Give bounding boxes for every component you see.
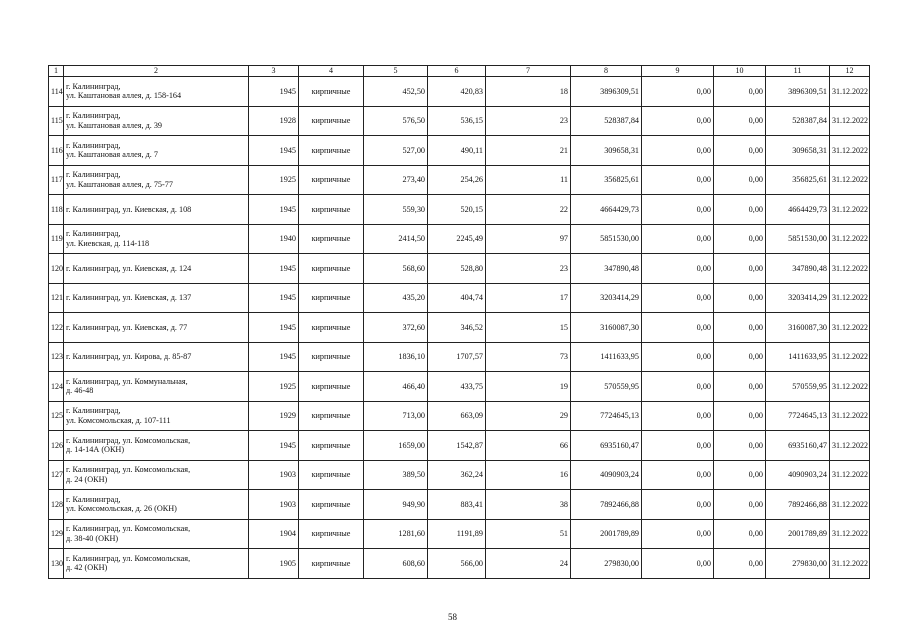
fund-cell-10: 0,00 [714, 165, 766, 195]
table-row [49, 490, 870, 520]
deadline-date-cell: 31.12.2022 [830, 431, 870, 461]
fund-cell-10: 0,00 [714, 106, 766, 136]
living-area-cell: 1707,57 [428, 342, 486, 372]
address-line-1: г. Калининград, [66, 140, 121, 150]
deadline-date-cell: 31.12.2022 [830, 254, 870, 284]
residents-count-cell: 15 [486, 313, 571, 343]
table-row [49, 254, 870, 284]
cost-cell: 3896309,51 [571, 77, 642, 107]
living-area-cell: 566,00 [428, 549, 486, 579]
year-built-cell: 1940 [249, 224, 299, 254]
living-area-cell: 346,52 [428, 313, 486, 343]
wall-material-cell: кирпичные [299, 195, 364, 225]
living-area-cell: 883,41 [428, 490, 486, 520]
cost-cell: 2001789,89 [571, 519, 642, 549]
total-area-cell: 559,30 [364, 195, 428, 225]
address-line-1: г. Калининград, [66, 406, 121, 416]
address-cell [64, 77, 249, 107]
residents-count-cell: 38 [486, 490, 571, 520]
row-number-cell: 125 [49, 401, 64, 431]
living-area-cell: 420,83 [428, 77, 486, 107]
year-built-cell: 1945 [249, 195, 299, 225]
row-number-cell: 118 [49, 195, 64, 225]
column-header: 12 [830, 66, 870, 77]
table-row [49, 372, 870, 402]
table-row [49, 519, 870, 549]
total-cost-cell: 7724645,13 [766, 401, 830, 431]
year-built-cell: 1929 [249, 401, 299, 431]
address-cell [64, 401, 249, 431]
living-area-cell: 2245,49 [428, 224, 486, 254]
fund-cell-9: 0,00 [642, 342, 714, 372]
address-line-2: ул. Каштановая аллея, д. 7 [66, 150, 158, 160]
total-area-cell: 435,20 [364, 283, 428, 313]
living-area-cell: 528,80 [428, 254, 486, 284]
address-line-2: д. 24 (ОКН) [66, 474, 108, 484]
address-cell [64, 519, 249, 549]
year-built-cell: 1925 [249, 165, 299, 195]
deadline-date-cell: 31.12.2022 [830, 283, 870, 313]
deadline-date-cell: 31.12.2022 [830, 313, 870, 343]
address-line-1: г. Калининград, ул. Кирова, д. 85-87 [66, 352, 192, 362]
cost-cell: 5851530,00 [571, 224, 642, 254]
total-area-cell: 372,60 [364, 313, 428, 343]
total-cost-cell: 356825,61 [766, 165, 830, 195]
wall-material-cell: кирпичные [299, 313, 364, 343]
row-number-cell: 129 [49, 519, 64, 549]
row-number-cell: 117 [49, 165, 64, 195]
cost-cell: 7892466,88 [571, 490, 642, 520]
row-number-cell: 121 [49, 283, 64, 313]
year-built-cell: 1945 [249, 431, 299, 461]
column-header: 5 [364, 66, 428, 77]
year-built-cell: 1945 [249, 254, 299, 284]
deadline-date-cell: 31.12.2022 [830, 77, 870, 107]
row-number-cell: 127 [49, 460, 64, 490]
housing-register-table [48, 65, 870, 579]
fund-cell-10: 0,00 [714, 431, 766, 461]
row-number-cell: 116 [49, 136, 64, 166]
fund-cell-10: 0,00 [714, 549, 766, 579]
address-cell [64, 254, 249, 284]
address-line-1: г. Калининград, ул. Киевская, д. 108 [66, 204, 192, 214]
table-row [49, 431, 870, 461]
living-area-cell: 520,15 [428, 195, 486, 225]
living-area-cell: 433,75 [428, 372, 486, 402]
table-row [49, 224, 870, 254]
wall-material-cell: кирпичные [299, 165, 364, 195]
wall-material-cell: кирпичные [299, 342, 364, 372]
cost-cell: 4090903,24 [571, 460, 642, 490]
cost-cell: 6935160,47 [571, 431, 642, 461]
row-number-cell: 130 [49, 549, 64, 579]
total-cost-cell: 3203414,29 [766, 283, 830, 313]
fund-cell-9: 0,00 [642, 224, 714, 254]
total-area-cell: 1659,00 [364, 431, 428, 461]
column-header: 4 [299, 66, 364, 77]
row-number-cell: 120 [49, 254, 64, 284]
fund-cell-10: 0,00 [714, 519, 766, 549]
fund-cell-10: 0,00 [714, 77, 766, 107]
column-header: 8 [571, 66, 642, 77]
address-line-2: д. 42 (ОКН) [66, 563, 108, 573]
deadline-date-cell: 31.12.2022 [830, 165, 870, 195]
page-number: 58 [448, 612, 457, 622]
column-header: 1 [49, 66, 64, 77]
deadline-date-cell: 31.12.2022 [830, 224, 870, 254]
row-number-cell: 119 [49, 224, 64, 254]
address-line-1: г. Калининград, [66, 111, 121, 121]
column-header: 11 [766, 66, 830, 77]
living-area-cell: 254,26 [428, 165, 486, 195]
living-area-cell: 1191,89 [428, 519, 486, 549]
wall-material-cell: кирпичные [299, 77, 364, 107]
column-header: 9 [642, 66, 714, 77]
deadline-date-cell: 31.12.2022 [830, 490, 870, 520]
address-line-1: г. Калининград, ул. Киевская, д. 77 [66, 322, 188, 332]
fund-cell-9: 0,00 [642, 372, 714, 402]
year-built-cell: 1904 [249, 519, 299, 549]
deadline-date-cell: 31.12.2022 [830, 549, 870, 579]
total-area-cell: 608,60 [364, 549, 428, 579]
total-area-cell: 389,50 [364, 460, 428, 490]
row-number-cell: 123 [49, 342, 64, 372]
wall-material-cell: кирпичные [299, 431, 364, 461]
table-row [49, 283, 870, 313]
address-cell [64, 195, 249, 225]
address-line-2: ул. Каштановая аллея, д. 75-77 [66, 179, 173, 189]
fund-cell-9: 0,00 [642, 313, 714, 343]
deadline-date-cell: 31.12.2022 [830, 136, 870, 166]
wall-material-cell: кирпичные [299, 460, 364, 490]
total-area-cell: 273,40 [364, 165, 428, 195]
fund-cell-10: 0,00 [714, 490, 766, 520]
wall-material-cell: кирпичные [299, 519, 364, 549]
total-area-cell: 452,50 [364, 77, 428, 107]
cost-cell: 4664429,73 [571, 195, 642, 225]
year-built-cell: 1945 [249, 283, 299, 313]
row-number-cell: 122 [49, 313, 64, 343]
wall-material-cell: кирпичные [299, 283, 364, 313]
address-line-1: г. Калининград, [66, 494, 121, 504]
table-row [49, 195, 870, 225]
deadline-date-cell: 31.12.2022 [830, 401, 870, 431]
total-area-cell: 2414,50 [364, 224, 428, 254]
wall-material-cell: кирпичные [299, 136, 364, 166]
row-number-cell: 124 [49, 372, 64, 402]
table-row [49, 106, 870, 136]
total-cost-cell: 3160087,30 [766, 313, 830, 343]
address-cell [64, 106, 249, 136]
deadline-date-cell: 31.12.2022 [830, 460, 870, 490]
fund-cell-9: 0,00 [642, 254, 714, 284]
total-cost-cell: 4664429,73 [766, 195, 830, 225]
wall-material-cell: кирпичные [299, 490, 364, 520]
total-cost-cell: 528387,84 [766, 106, 830, 136]
year-built-cell: 1925 [249, 372, 299, 402]
fund-cell-9: 0,00 [642, 401, 714, 431]
residents-count-cell: 97 [486, 224, 571, 254]
deadline-date-cell: 31.12.2022 [830, 195, 870, 225]
living-area-cell: 663,09 [428, 401, 486, 431]
address-line-1: г. Калининград, ул. Киевская, д. 124 [66, 263, 192, 273]
address-cell [64, 165, 249, 195]
residents-count-cell: 24 [486, 549, 571, 579]
cost-cell: 1411633,95 [571, 342, 642, 372]
fund-cell-10: 0,00 [714, 401, 766, 431]
table-row [49, 165, 870, 195]
table-row [49, 77, 870, 107]
total-area-cell: 1281,60 [364, 519, 428, 549]
address-line-1: г. Калининград, ул. Комсомольская, [66, 435, 191, 445]
column-header: 6 [428, 66, 486, 77]
fund-cell-10: 0,00 [714, 372, 766, 402]
wall-material-cell: кирпичные [299, 106, 364, 136]
cost-cell: 347890,48 [571, 254, 642, 284]
row-number-cell: 128 [49, 490, 64, 520]
address-line-2: д. 46-48 [66, 386, 94, 396]
residents-count-cell: 21 [486, 136, 571, 166]
address-cell [64, 283, 249, 313]
total-cost-cell: 1411633,95 [766, 342, 830, 372]
living-area-cell: 404,74 [428, 283, 486, 313]
column-header: 3 [249, 66, 299, 77]
residents-count-cell: 51 [486, 519, 571, 549]
address-cell [64, 224, 249, 254]
wall-material-cell: кирпичные [299, 401, 364, 431]
total-cost-cell: 309658,31 [766, 136, 830, 166]
address-cell [64, 342, 249, 372]
year-built-cell: 1905 [249, 549, 299, 579]
row-number-cell: 114 [49, 77, 64, 107]
fund-cell-9: 0,00 [642, 549, 714, 579]
total-cost-cell: 279830,00 [766, 549, 830, 579]
address-line-1: г. Калининград, ул. Коммунальная, [66, 376, 188, 386]
cost-cell: 279830,00 [571, 549, 642, 579]
year-built-cell: 1945 [249, 342, 299, 372]
address-line-1: г. Калининград, ул. Комсомольская, [66, 524, 191, 534]
fund-cell-9: 0,00 [642, 77, 714, 107]
residents-count-cell: 66 [486, 431, 571, 461]
table-row [49, 313, 870, 343]
year-built-cell: 1928 [249, 106, 299, 136]
address-cell [64, 372, 249, 402]
address-line-2: ул. Каштановая аллея, д. 158-164 [66, 91, 182, 101]
living-area-cell: 1542,87 [428, 431, 486, 461]
residents-count-cell: 73 [486, 342, 571, 372]
cost-cell: 3160087,30 [571, 313, 642, 343]
cost-cell: 356825,61 [571, 165, 642, 195]
residents-count-cell: 22 [486, 195, 571, 225]
table-row [49, 342, 870, 372]
cost-cell: 7724645,13 [571, 401, 642, 431]
total-area-cell: 1836,10 [364, 342, 428, 372]
year-built-cell: 1903 [249, 490, 299, 520]
fund-cell-9: 0,00 [642, 165, 714, 195]
total-cost-cell: 347890,48 [766, 254, 830, 284]
living-area-cell: 362,24 [428, 460, 486, 490]
address-line-2: ул. Каштановая аллея, д. 39 [66, 120, 163, 130]
total-area-cell: 466,40 [364, 372, 428, 402]
address-cell [64, 549, 249, 579]
address-cell [64, 460, 249, 490]
fund-cell-9: 0,00 [642, 519, 714, 549]
address-cell [64, 490, 249, 520]
address-line-2: д. 38-40 (ОКН) [66, 533, 119, 543]
residents-count-cell: 11 [486, 165, 571, 195]
deadline-date-cell: 31.12.2022 [830, 342, 870, 372]
fund-cell-9: 0,00 [642, 431, 714, 461]
cost-cell: 309658,31 [571, 136, 642, 166]
year-built-cell: 1903 [249, 460, 299, 490]
address-line-2: д. 14-14А (ОКН) [66, 445, 125, 455]
address-cell [64, 136, 249, 166]
total-area-cell: 949,90 [364, 490, 428, 520]
residents-count-cell: 16 [486, 460, 571, 490]
fund-cell-9: 0,00 [642, 136, 714, 166]
row-number-cell: 115 [49, 106, 64, 136]
residents-count-cell: 23 [486, 254, 571, 284]
table-row [49, 460, 870, 490]
cost-cell: 528387,84 [571, 106, 642, 136]
fund-cell-10: 0,00 [714, 313, 766, 343]
address-line-1: г. Калининград, ул. Киевская, д. 137 [66, 293, 192, 303]
wall-material-cell: кирпичные [299, 224, 364, 254]
column-header: 2 [64, 66, 249, 77]
fund-cell-9: 0,00 [642, 106, 714, 136]
fund-cell-9: 0,00 [642, 195, 714, 225]
cost-cell: 570559,95 [571, 372, 642, 402]
total-area-cell: 527,00 [364, 136, 428, 166]
table-row [49, 401, 870, 431]
column-header: 10 [714, 66, 766, 77]
residents-count-cell: 17 [486, 283, 571, 313]
residents-count-cell: 29 [486, 401, 571, 431]
total-cost-cell: 6935160,47 [766, 431, 830, 461]
year-built-cell: 1945 [249, 136, 299, 166]
wall-material-cell: кирпичные [299, 372, 364, 402]
address-line-2: ул. Комсомольская, д. 107-111 [66, 415, 171, 425]
total-cost-cell: 4090903,24 [766, 460, 830, 490]
fund-cell-10: 0,00 [714, 283, 766, 313]
fund-cell-9: 0,00 [642, 460, 714, 490]
address-cell [64, 313, 249, 343]
fund-cell-10: 0,00 [714, 254, 766, 284]
table-row [49, 136, 870, 166]
fund-cell-10: 0,00 [714, 224, 766, 254]
total-cost-cell: 3896309,51 [766, 77, 830, 107]
deadline-date-cell: 31.12.2022 [830, 519, 870, 549]
table-row [49, 549, 870, 579]
address-line-1: г. Калининград, ул. Комсомольская, [66, 465, 191, 475]
wall-material-cell: кирпичные [299, 254, 364, 284]
address-line-2: ул. Киевская, д. 114-118 [66, 238, 150, 248]
residents-count-cell: 19 [486, 372, 571, 402]
address-cell [64, 431, 249, 461]
address-line-2: ул. Комсомольская, д. 26 (ОКН) [66, 504, 177, 514]
residents-count-cell: 23 [486, 106, 571, 136]
fund-cell-10: 0,00 [714, 460, 766, 490]
year-built-cell: 1945 [249, 77, 299, 107]
total-area-cell: 713,00 [364, 401, 428, 431]
address-line-1: г. Калининград, ул. Комсомольская, [66, 553, 191, 563]
fund-cell-10: 0,00 [714, 136, 766, 166]
total-area-cell: 576,50 [364, 106, 428, 136]
total-cost-cell: 7892466,88 [766, 490, 830, 520]
fund-cell-10: 0,00 [714, 195, 766, 225]
total-cost-cell: 2001789,89 [766, 519, 830, 549]
deadline-date-cell: 31.12.2022 [830, 106, 870, 136]
column-number-header-row [49, 66, 870, 77]
total-area-cell: 568,60 [364, 254, 428, 284]
wall-material-cell: кирпичные [299, 549, 364, 579]
column-header: 7 [486, 66, 571, 77]
residents-count-cell: 18 [486, 77, 571, 107]
address-line-1: г. Калининград, [66, 170, 121, 180]
fund-cell-9: 0,00 [642, 490, 714, 520]
row-number-cell: 126 [49, 431, 64, 461]
fund-cell-10: 0,00 [714, 342, 766, 372]
address-line-1: г. Калининград, [66, 81, 121, 91]
year-built-cell: 1945 [249, 313, 299, 343]
total-cost-cell: 570559,95 [766, 372, 830, 402]
fund-cell-9: 0,00 [642, 283, 714, 313]
address-line-1: г. Калининград, [66, 229, 121, 239]
deadline-date-cell: 31.12.2022 [830, 372, 870, 402]
total-cost-cell: 5851530,00 [766, 224, 830, 254]
living-area-cell: 490,11 [428, 136, 486, 166]
living-area-cell: 536,15 [428, 106, 486, 136]
cost-cell: 3203414,29 [571, 283, 642, 313]
